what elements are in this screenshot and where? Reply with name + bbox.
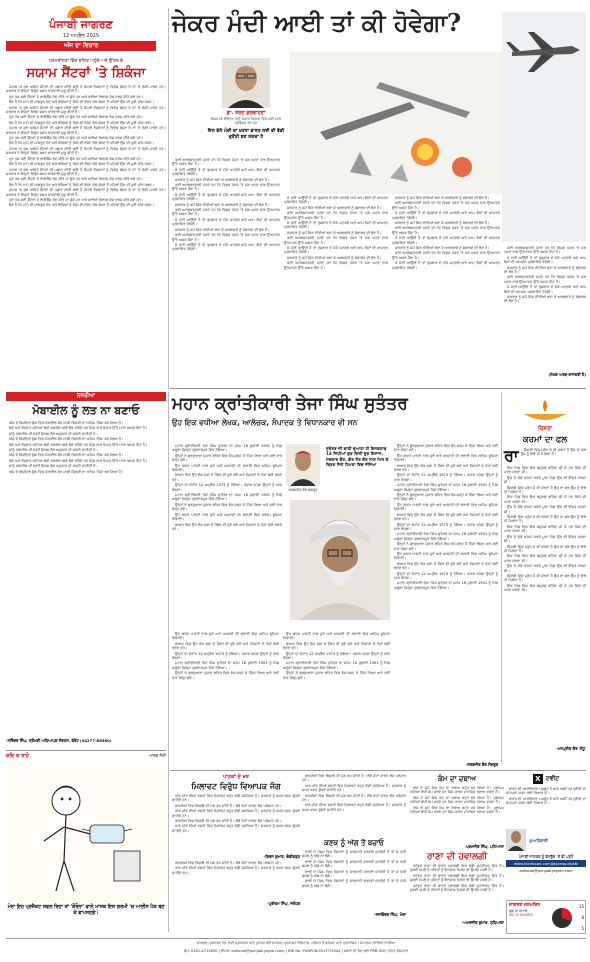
editorial-paragraph: ਹੁਣ ਤਕ ਕਈ ਸੈਂਟਰਾਂ ਦੇ ਲਾਇਸੈਂਸ ਰੱਦ ਕੀਤੇ ਜਾ ਚੁੱਕੇ ਹਨ ਅਤੇ ਕਈਆਂ ਖ਼ਿਲਾਫ਼ ਕੇਸ ਦਰਜ ਕੀਤੇ ਗਏ ਹਨ। (9, 136, 144, 141)
diya-lamp-icon (504, 396, 586, 422)
feature-paragraph: ਉਨ੍ਹਾਂ ਦਾ ਦੇਹਾਂਤ 12 ਅਪ੍ਰੈਲ 1973 ਨੂੰ ਹੋਇਆ। ਪੰਜਾਬ ਹਮੇਸ਼ਾ ਉਨ੍ਹਾਂ ਨੂੰ ਯਾਦ ਰੱਖੇਗਾ। (394, 522, 498, 531)
cartoon-label: ਕਦਿ ਕ ਰਾਹੋ (6, 753, 29, 759)
opinion-paragraph: ਕਈ ਅਰਥਸ਼ਾਸਤਰੀ ਮੰਨਦੇ ਹਨ ਕਿ ਵਿਸ਼ਵ ਪੱਧਰ 'ਤੇ ਮੰਗ ਘਟਣ ਨਾਲ ਉਤਪਾਦਨ ਉੱਤੇ ਅਸਰ ਪੈਂਦਾ ਹੈ। (172, 233, 280, 242)
opinion-paragraph: ਸਰਕਾਰ ਨੂੰ ਸਮੇਂ ਸਿਰ ਨੀਤੀਆਂ ਬਣਾ ਕੇ ਅਰਥਚਾਰੇ ਨੂੰ ਸੰਭਾਲਣ ਦੀ ਲੋੜ ਹੈ। (175, 177, 270, 182)
feature-paragraph: ਉਹ ਗ਼ਦਰ ਪਾਰਟੀ ਨਾਲ ਜੁੜੇ ਅਤੇ ਆਜ਼ਾਦੀ ਦੀ ਲੜਾਈ ਵਿਚ ਅਹਿਮ ਭੂਮਿਕਾ ਨਿਭਾਈ। (172, 632, 279, 641)
birthday-box (506, 900, 586, 934)
teja-singh-portrait (290, 500, 390, 620)
nazariya-paragraph: ਸਾਨੂੰ ਮੋਬਾਈਲ ਦੀ ਵਰਤੋਂ ਸਿਰਫ਼ ਲੋੜ ਅਨੁਸਾਰ ਹੀ ਕਰਨੀ ਚਾਹੀਦੀ ਹੈ। (9, 431, 98, 436)
feature-paragraph: ਬਾਅਦ ਵਿਚ ਉਹ ਲੋਕ ਸਭਾ ਦੇ ਮੈਂਬਰ ਵੀ ਚੁਣੇ ਗਏ ਅਤੇ ਕਿਸਾਨਾਂ ਦੇ ਹੱਕਾਂ ਲਈ ਲੜਦੇ ਰਹੇ। (283, 641, 390, 651)
opinion-paragraph: ਜੇ ਮੰਦੀ ਆਉਂਦੀ ਹੈ ਤਾਂ ਰੁਜ਼ਗਾਰ ਦੇ ਮੌਕੇ ਘਟਣਗੇ ਅਤੇ ਆਮ ਲੋਕਾਂ ਦੀ ਆਮਦਨ ਪ੍ਰਭਾਵਿਤ ਹੋਵੇਗੀ। (504, 285, 586, 294)
letter-paragraph: ਵਾਢੀ ਦੇ ਮੌਸਮ ਵਿਚ ਕਿਸਾਨਾਂ ਨੂੰ ਸਾਵਧਾਨੀ ਵਰਤਣੀ ਚਾਹੀਦੀ ਹੈ ਤਾਂ ਜੋ ਪੱਕੀ ਫ਼ਸਲ ਨੂੰ ਅੱਗ ਨਾ ਲੱਗੇ। (302, 850, 406, 859)
author-photo (222, 58, 270, 108)
editorial (6, 58, 166, 383)
opinion-paragraph: ਸਰਕਾਰ ਨੂੰ ਸਮੇਂ ਸਿਰ ਨੀਤੀਆਂ ਬਣਾ ਕੇ ਅਰਥਚਾਰੇ ਨੂੰ ਸੰਭਾਲਣ ਦੀ ਲੋੜ ਹੈ। (504, 265, 586, 275)
editorial-body (6, 85, 166, 385)
feature-paragraph: ਮਹਾਨ ਕ੍ਰਾਂਤੀਕਾਰੀ ਤੇਜਾ ਸਿੰਘ ਸੁਤੰਤਰ ਦਾ ਜਨਮ 16 ਜੁਲਾਈ 1901 ਨੂੰ ਪਿੰਡ ਅਲੂਣਾ ਜ਼ਿਲ੍ਹਾ ਗੁਰਦਾਸਪੁਰ ਵਿਖੇ ਹੋਇਆ। (172, 661, 279, 670)
rishta-paragraph: ਉਸ ਦੇ ਚੰਗੇ ਕਰਮਾਂ ਕਰਕੇ ਪੂਰਾ ਪਿੰਡ ਉਸ ਦੀ ਇੱਜ਼ਤ ਕਰਦਾ ਸੀ। (504, 564, 586, 573)
feature-paragraph: ਉਨ੍ਹਾਂ ਦਾ ਦੇਹਾਂਤ 12 ਅਪ੍ਰੈਲ 1973 ਨੂੰ ਹੋਇਆ। ਪੰਜਾਬ ਹਮੇਸ਼ਾ ਉਨ੍ਹਾਂ ਨੂੰ ਯਾਦ ਰੱਖੇਗਾ। (394, 473, 498, 482)
opinion-paragraph: ਕਈ ਅਰਥਸ਼ਾਸਤਰੀ ਮੰਨਦੇ ਹਨ ਕਿ ਵਿਸ਼ਵ ਪੱਧਰ 'ਤੇ ਮੰਗ ਘਟਣ ਨਾਲ ਉਤਪਾਦਨ ਉੱਤੇ ਅਸਰ ਪੈਂਦਾ ਹੈ। (172, 158, 280, 167)
section-divider (170, 388, 586, 389)
editorial-paragraph: ਹੁਣ ਤਕ ਕਈ ਸੈਂਟਰਾਂ ਦੇ ਲਾਇਸੈਂਸ ਰੱਦ ਕੀਤੇ ਜਾ ਚੁੱਕੇ ਹਨ ਅਤੇ ਕਈਆਂ ਖ਼ਿਲਾਫ਼ ਕੇਸ ਦਰਜ ਕੀਤੇ ਗਏ ਹਨ। (9, 115, 144, 120)
column-divider (168, 8, 169, 390)
letters-section-2 (302, 774, 406, 934)
nazariya-paragraph: ਅੱਜ ਦੇ ਡਿਜੀਟਲ ਯੁੱਗ ਵਿਚ ਮੋਬਾਈਲ ਫੋਨ ਸਾਡੀ ਜ਼ਿੰਦਗੀ ਦਾ ਅਹਿਮ ਹਿੱਸਾ ਬਣ ਗਿਆ ਹੈ। (9, 421, 124, 425)
opinion-paragraph: ਜੇ ਮੰਦੀ ਆਉਂਦੀ ਹੈ ਤਾਂ ਰੁਜ਼ਗਾਰ ਦੇ ਮੌਕੇ ਘਟਣਗੇ ਅਤੇ ਆਮ ਲੋਕਾਂ ਦੀ ਆਮਦਨ ਪ੍ਰਭਾਵਿਤ ਹੋਵੇਗੀ। (172, 167, 280, 177)
editorial-kicker: ਧਰਮਸ਼ੀਲਤਾ ਵਿੱਚ ਦਲਿਤ ਅਹੁੱਦੇ ਅਤੇ ਉੱਤਰ ਵੇ (49, 59, 123, 64)
rana-body (410, 864, 504, 920)
editorial-paragraph: ਹੁਣ ਤਕ ਕਈ ਸੈਂਟਰਾਂ ਦੇ ਲਾਇਸੈਂਸ ਰੱਦ ਕੀਤੇ ਜਾ ਚੁੱਕੇ ਹਨ ਅਤੇ ਕਈਆਂ ਖ਼ਿਲਾਫ਼ ਕੇਸ ਦਰਜ ਕੀਤੇ ਗਏ ਹਨ। (9, 94, 144, 99)
rana-title: ਰਾਣਾ ਦੀ ਹਵਾਲਗੀ (426, 852, 488, 862)
opinion-byline: (ਲੇਖਕ ਅਰਥ-ਸ਼ਾਸਤਰੀ ਹੈ) (548, 372, 586, 377)
feature-paragraph: ਮਹਾਨ ਕ੍ਰਾਂਤੀਕਾਰੀ ਤੇਜਾ ਸਿੰਘ ਸੁਤੰਤਰ ਦਾ ਜਨਮ 16 ਜੁਲਾਈ 1901 ਨੂੰ ਪਿੰਡ ਅਲੂਣਾ ਜ਼ਿਲ੍ਹਾ ਗੁਰਦਾਸਪੁਰ ਵਿਖੇ ਹੋਇਆ। (394, 581, 498, 590)
nazariya-paragraph: ਅੱਜ ਦੇ ਡਿਜੀਟਲ ਯੁੱਗ ਵਿਚ ਮੋਬਾਈਲ ਫੋਨ ਸਾਡੀ ਜ਼ਿੰਦਗੀ ਦਾ ਅਹਿਮ ਹਿੱਸਾ ਬਣ ਗਿਆ ਹੈ। (9, 437, 124, 442)
feature-paragraph: ਉਨ੍ਹਾਂ ਨੇ ਗੁਰਦੁਆਰਾ ਸੁਧਾਰ ਲਹਿਰ ਵਿਚ ਵੱਧ-ਚੜ੍ਹ ਕੇ ਹਿੱਸਾ ਲਿਆ ਅਤੇ ਕਈ ਵਾਰ ਜੇਲ੍ਹ ਗਏ। (172, 502, 282, 512)
opinion-paragraph: ਕਈ ਅਰਥਸ਼ਾਸਤਰੀ ਮੰਨਦੇ ਹਨ ਕਿ ਵਿਸ਼ਵ ਪੱਧਰ 'ਤੇ ਮੰਗ ਘਟਣ ਨਾਲ ਉਤਪਾਦਨ ਉੱਤੇ ਅਸਰ ਪੈਂਦਾ ਹੈ। (504, 246, 586, 255)
rana-paragraph: ਤਹੱਵੁਰ ਰਾਣਾ ਦੀ ਭਾਰਤ ਹਵਾਲਗੀ ਇਕ ਵੱਡੀ ਕੂਟਨੀਤਕ ਜਿੱਤ ਹੈ। ਮੁੰਬਈ ਹਮਲੇ ਦੇ ਪੀੜਤਾਂ ਨੂੰ ਇਨਸਾਫ਼ ਮਿਲਣ ਦੀ ਉਮੀਦ ਜਾਗੀ ਹੈ। (410, 864, 504, 873)
feature-subhead: ਉਹ ਇਕ ਵਧੀਆ ਲੇਖਕ, ਆਲੋਚਕ, ਸੰਪਾਦਕ ਤੇ ਵਿਧਾਨਕਾਰ ਵੀ ਸਨ (172, 418, 358, 427)
rishta-body-lead (521, 448, 587, 466)
footer-line-1: ਜਾਗਰਣ ਪ੍ਰਕਾਸ਼ਨ ਲਿ. ਲਈ ਪ੍ਰਕਾਸ਼ਕ ਅਤੇ ਮੁਦਰਕ ਵੱਲੋਂ ਜਾਗਰਣ ਪ੍ਰਕਾਸ਼ਨ ਲਿਮਿਟਡ, ਜਲੰਧਰ ਤੋਂ ਛਪਿਆ ਅਤੇ ਪ੍ਰਕਾਸ਼ਿਤ। ਸੰਪਾਦਕ: ਵਰਿੰਦਰ ਵਾਲੀਆ (196, 941, 396, 945)
opinion-paragraph: ਕਈ ਅਰਥਸ਼ਾਸਤਰੀ ਮੰਨਦੇ ਹਨ ਕਿ ਵਿਸ਼ਵ ਪੱਧਰ 'ਤੇ ਮੰਗ ਘਟਣ ਨਾਲ ਉਤਪਾਦਨ ਉੱਤੇ ਅਸਰ ਪੈਂਦਾ ਹੈ। (392, 251, 500, 260)
editorial-paragraph: ਹੁਣ ਤਕ ਕਈ ਸੈਂਟਰਾਂ ਦੇ ਲਾਇਸੈਂਸ ਰੱਦ ਕੀਤੇ ਜਾ ਚੁੱਕੇ ਹਨ ਅਤੇ ਕਈਆਂ ਖ਼ਿਲਾਫ਼ ਕੇਸ ਦਰਜ ਕੀਤੇ ਗਏ ਹਨ। (9, 197, 144, 202)
editorial-paragraph: ਪੰਜਾਬ 'ਚ ਕੁਝ ਅਜਿਹੇ ਸੈਂਟਰਾਂ ਦੀ ਪਛਾਣ ਕੀਤੀ ਗਈ ਹੈ ਜਿਹੜੇ ਨੌਜਵਾਨਾਂ ਨੂੰ ਵਿਦੇਸ਼ ਭੇਜਣ ਦੇ ਨਾਂ 'ਤੇ ਠੱਗੀ ਮਾਰਦੇ ਹਨ। ਸਰਕਾਰ ਨੇ ਇਨ੍ਹਾਂ ਵਿਰੁੱਧ ਸਖ਼ਤ ਕਾਰਵਾਈ ਸ਼ੁਰੂ ਕੀਤੀ ਹੈ। (6, 126, 166, 135)
kam-body (410, 786, 504, 844)
opinion-paragraph: ਕਈ ਅਰਥਸ਼ਾਸਤਰੀ ਮੰਨਦੇ ਹਨ ਕਿ ਵਿਸ਼ਵ ਪੱਧਰ 'ਤੇ ਮੰਗ ਘਟਣ ਨਾਲ ਉਤਪਾਦਨ ਉੱਤੇ ਅਸਰ ਪੈਂਦਾ ਹੈ। (172, 183, 280, 192)
letter-paragraph: ਗਰਮੀਆਂ ਵਿਚ ਬਿਜਲੀ ਦੀ ਮੰਗ ਵਧ ਜਾਂਦੀ ਹੈ। ਲੰਬੇ ਕੱਟਾਂ ਕਾਰਨ ਲੋਕ ਪਰੇਸ਼ਾਨ ਹਨ। (175, 861, 282, 865)
opinion-paragraph: ਸਰਕਾਰ ਨੂੰ ਸਮੇਂ ਸਿਰ ਨੀਤੀਆਂ ਬਣਾ ਕੇ ਅਰਥਚਾਰੇ ਨੂੰ ਸੰਭਾਲਣ ਦੀ ਲੋੜ ਹੈ। (175, 202, 270, 207)
feature-paragraph: ਬਾਅਦ ਵਿਚ ਉਹ ਲੋਕ ਸਭਾ ਦੇ ਮੈਂਬਰ ਵੀ ਚੁਣੇ ਗਏ ਅਤੇ ਕਿਸਾਨਾਂ ਦੇ ਹੱਕਾਂ ਲਈ ਲੜਦੇ ਰਹੇ। (172, 641, 279, 651)
nazariya-section (6, 392, 166, 572)
opinion-paragraph: ਕਈ ਅਰਥਸ਼ਾਸਤਰੀ ਮੰਨਦੇ ਹਨ ਕਿ ਵਿਸ਼ਵ ਪੱਧਰ 'ਤੇ ਮੰਗ ਘਟਣ ਨਾਲ ਉਤਪਾਦਨ ਉੱਤੇ ਅਸਰ ਪੈਂਦਾ ਹੈ। (284, 261, 388, 270)
kam-label: ਕੰਮ ਦਾ ਦਬਾਅ (438, 774, 476, 783)
birthday-day-label: ਅੱਜ ਦਾ ਜਨਮਦਿਨ (509, 913, 533, 917)
tweet-avatar (506, 829, 526, 851)
feature-paragraph: ਬਾਅਦ ਵਿਚ ਉਹ ਲੋਕ ਸਭਾ ਦੇ ਮੈਂਬਰ ਵੀ ਚੁਣੇ ਗਏ ਅਤੇ ਕਿਸਾਨਾਂ ਦੇ ਹੱਕਾਂ ਲਈ ਲੜਦੇ ਰਹੇ। (172, 522, 282, 531)
opinion-paragraph: ਸਰਕਾਰ ਨੂੰ ਸਮੇਂ ਸਿਰ ਨੀਤੀਆਂ ਬਣਾ ਕੇ ਅਰਥਚਾਰੇ ਨੂੰ ਸੰਭਾਲਣ ਦੀ ਲੋੜ ਹੈ। (287, 205, 382, 210)
feature-paragraph: ਉਹ ਗ਼ਦਰ ਪਾਰਟੀ ਨਾਲ ਜੁੜੇ ਅਤੇ ਆਜ਼ਾਦੀ ਦੀ ਲੜਾਈ ਵਿਚ ਅਹਿਮ ਭੂਮਿਕਾ ਨਿਭਾਈ। (394, 502, 498, 512)
opinion-paragraph: ਜੇ ਮੰਦੀ ਆਉਂਦੀ ਹੈ ਤਾਂ ਰੁਜ਼ਗਾਰ ਦੇ ਮੌਕੇ ਘਟਣਗੇ ਅਤੇ ਆਮ ਲੋਕਾਂ ਦੀ ਆਮਦਨ ਪ੍ਰਭਾਵਿਤ ਹੋਵੇਗੀ। (284, 196, 388, 205)
feature-paragraph: ਉਨ੍ਹਾਂ ਨੇ ਗੁਰਦੁਆਰਾ ਸੁਧਾਰ ਲਹਿਰ ਵਿਚ ਵੱਧ-ਚੜ੍ਹ ਕੇ ਹਿੱਸਾ ਲਿਆ ਅਤੇ ਕਈ ਵਾਰ ਜੇਲ੍ਹ ਗਏ। (394, 493, 498, 502)
feature-paragraph: ਮਹਾਨ ਕ੍ਰਾਂਤੀਕਾਰੀ ਤੇਜਾ ਸਿੰਘ ਸੁਤੰਤਰ ਦਾ ਜਨਮ 16 ਜੁਲਾਈ 1901 ਨੂੰ ਪਿੰਡ ਅਲੂਣਾ ਜ਼ਿਲ੍ਹਾ ਗੁਰਦਾਸਪੁਰ ਵਿਖੇ ਹੋਇਆ। (283, 661, 390, 670)
kam-byline: -ਪਰਮਜੀਤ ਸਿੰਘ, ਪਟਿਆਲਾ (464, 844, 504, 849)
tweet-text (506, 787, 586, 827)
sun-logo-icon (62, 4, 96, 18)
lead-headline: ਜੇਕਰ ਮੰਦੀ ਆਈ ਤਾਂ ਕੀ ਹੋਵੇਗਾ? (172, 8, 462, 37)
nazariya-paragraph: ਅੱਜ ਦੇ ਡਿਜੀਟਲ ਯੁੱਗ ਵਿਚ ਮੋਬਾਈਲ ਫੋਨ ਸਾਡੀ ਜ਼ਿੰਦਗੀ ਦਾ ਅਹਿਮ ਹਿੱਸਾ ਬਣ ਗਿਆ ਹੈ। (9, 469, 124, 474)
opinion-paragraph: ਕਈ ਅਰਥਸ਼ਾਸਤਰੀ ਮੰਨਦੇ ਹਨ ਕਿ ਵਿਸ਼ਵ ਪੱਧਰ 'ਤੇ ਮੰਗ ਘਟਣ ਨਾਲ ਉਤਪਾਦਨ ਉੱਤੇ ਅਸਰ ਪੈਂਦਾ ਹੈ। (284, 211, 388, 220)
letter-paragraph: ਖਾਣ-ਪੀਣ ਦੀਆਂ ਵਸਤਾਂ ਵਿਚ ਮਿਲਾਵਟ ਬਹੁਤ ਵੱਡੀ ਸਮੱਸਿਆ ਹੈ। ਸਰਕਾਰ ਨੂੰ ਸਖ਼ਤ ਕਦਮ ਚੁੱਕਣੇ ਚਾਹੀਦੇ ਹਨ। (302, 803, 406, 812)
feature-pull-quote: ਸੁਤੰਤਰ ਜੀ ਬਾਣੀ ਦੁਆਰਾ ਹੀ ਇਨਕਲਾਬ 14 ਜਿਹੀਆਂ ਕੁਝ ਦਿਲੀਂ ਜੂਝ ਕਿਸਾਨ, ਮੇਚਕਾਰ ਕੌਰ, ਗ਼ੈਰ ਸੋਰ ਕੌਰ ਨਾਲ ਮਿਲ ਕੇ ਦ੍ਰਿਤ ਜਿਹੇ ਹਿਮਤਾ ਵਿਚ ਜੱਜਿਆ (326, 446, 389, 468)
letter-paragraph: ਵਾਢੀ ਦੇ ਮੌਸਮ ਵਿਚ ਕਿਸਾਨਾਂ ਨੂੰ ਸਾਵਧਾਨੀ ਵਰਤਣੀ ਚਾਹੀਦੀ ਹੈ ਤਾਂ ਜੋ ਪੱਕੀ ਫ਼ਸਲ ਨੂੰ ਅੱਗ ਨਾ ਲੱਗੇ। (302, 879, 406, 888)
editorial-paragraph: ਹੁਣ ਤਕ ਕਈ ਸੈਂਟਰਾਂ ਦੇ ਲਾਇਸੈਂਸ ਰੱਦ ਕੀਤੇ ਜਾ ਚੁੱਕੇ ਹਨ ਅਤੇ ਕਈਆਂ ਖ਼ਿਲਾਫ਼ ਕੇਸ ਦਰਜ ਕੀਤੇ ਗਏ ਹਨ। (9, 177, 144, 182)
feature-paragraph: ਮਹਾਨ ਕ੍ਰਾਂਤੀਕਾਰੀ ਤੇਜਾ ਸਿੰਘ ਸੁਤੰਤਰ ਦਾ ਜਨਮ 16 ਜੁਲਾਈ 1901 ਨੂੰ ਪਿੰਡ ਅਲੂਣਾ ਜ਼ਿਲ੍ਹਾ ਗੁਰਦਾਸਪੁਰ ਵਿਖੇ ਹੋਇਆ। (394, 483, 498, 492)
feature-paragraph: ਉਹ ਗ਼ਦਰ ਪਾਰਟੀ ਨਾਲ ਜੁੜੇ ਅਤੇ ਆਜ਼ਾਦੀ ਦੀ ਲੜਾਈ ਵਿਚ ਅਹਿਮ ਭੂਮਿਕਾ ਨਿਭਾਈ। (394, 551, 498, 561)
feature-body-col2 (394, 444, 498, 764)
letter-paragraph: ਵਾਢੀ ਦੇ ਮੌਸਮ ਵਿਚ ਕਿਸਾਨਾਂ ਨੂੰ ਸਾਵਧਾਨੀ ਵਰਤਣੀ ਚਾਹੀਦੀ ਹੈ ਤਾਂ ਜੋ ਪੱਕੀ ਫ਼ਸਲ ਨੂੰ ਅੱਗ ਨਾ ਲੱਗੇ। (302, 869, 406, 879)
feature-paragraph: ਉਹ ਗ਼ਦਰ ਪਾਰਟੀ ਨਾਲ ਜੁੜੇ ਅਤੇ ਆਜ਼ਾਦੀ ਦੀ ਲੜਾਈ ਵਿਚ ਅਹਿਮ ਭੂਮਿਕਾ ਨਿਭਾਈ। (394, 453, 498, 463)
footer-divider (6, 938, 586, 939)
kam-paragraph: ਅੱਜ ਦੇ ਸਮੇਂ ਵਿਚ ਕੰਮ ਦਾ ਦਬਾਅ ਬਹੁਤ ਵਧ ਗਿਆ ਹੈ। ਮੁਲਾਜ਼ਮ ਘੰਟਿਆਂ ਬੱਧੀ ਕੰਮ ਕਰਦੇ ਹਨ ਜਿਸ ਕਾਰਨ ਮਾਨਸਿਕ ਤਣਾਅ ਵਧਦਾ ਹੈ। (410, 805, 504, 815)
jet-illustration (502, 12, 586, 242)
war-illustration (290, 52, 502, 194)
column-divider (501, 392, 502, 762)
feature-paragraph: ਉਨ੍ਹਾਂ ਨੇ ਗੁਰਦੁਆਰਾ ਸੁਧਾਰ ਲਹਿਰ ਵਿਚ ਵੱਧ-ਚੜ੍ਹ ਕੇ ਹਿੱਸਾ ਲਿਆ ਅਤੇ ਕਈ ਵਾਰ ਜੇਲ੍ਹ ਗਏ। (172, 671, 279, 680)
section-divider (170, 770, 586, 771)
opinion-paragraph: ਸਰਕਾਰ ਨੂੰ ਸਮੇਂ ਸਿਰ ਨੀਤੀਆਂ ਬਣਾ ਕੇ ਅਰਥਚਾਰੇ ਨੂੰ ਸੰਭਾਲਣ ਦੀ ਲੋੜ ਹੈ। (395, 246, 490, 251)
birthday-pie (551, 907, 573, 929)
opinion-paragraph: ਜੇ ਮੰਦੀ ਆਉਂਦੀ ਹੈ ਤਾਂ ਰੁਜ਼ਗਾਰ ਦੇ ਮੌਕੇ ਘਟਣਗੇ ਅਤੇ ਆਮ ਲੋਕਾਂ ਦੀ ਆਮਦਨ ਪ੍ਰਭਾਵਿਤ ਹੋਵੇਗੀ। (284, 221, 388, 230)
opinion-body-col4 (504, 246, 586, 370)
nazariya-headline: ਮੋਬਾਈਲ ਨੂੰ ਲਤ ਨਾ ਬਣਾਓ (32, 404, 140, 417)
tweet-paragraph: ਭਾਰਤ ਦੀ ਆਰਥਿਕਤਾ ਮਜ਼ਬੂਤ ਹੈ ਅਤੇ ਅਸੀਂ ਹਰ ਚੁਣੌਤੀ ਦਾ ਸਾਹਮਣਾ ਕਰਨ ਲਈ ਤਿਆਰ ਹਾਂ। (506, 796, 586, 806)
letter-byline-2: -ਪ੍ਰੀਤਮ ਸਿੰਘ, ਜਲੰਧਰ (267, 901, 300, 906)
editorial-paragraph: ਲੋੜ ਹੈ ਕਿ ਮਾਪੇ ਵੀ ਜਾਗਰੂਕ ਹੋਣ ਅਤੇ ਬੱਚਿਆਂ ਨੂੰ ਕਿਸੇ ਵੀ ਏਜੰਟ ਕੋਲ ਭੇਜਣ ਤੋਂ ਪਹਿਲਾਂ ਉਸ ਦੀ ਪੂਰੀ ਜਾਂਚ ਕਰਨ। (9, 141, 154, 146)
feature-paragraph: ਮਹਾਨ ਕ੍ਰਾਂਤੀਕਾਰੀ ਤੇਜਾ ਸਿੰਘ ਸੁਤੰਤਰ ਦਾ ਜਨਮ 16 ਜੁਲਾਈ 1901 ਨੂੰ ਪਿੰਡ ਅਲੂਣਾ ਜ਼ਿਲ੍ਹਾ ਗੁਰਦਾਸਪੁਰ ਵਿਖੇ ਹੋਇਆ। (172, 444, 282, 453)
opinion-paragraph: ਸਰਕਾਰ ਨੂੰ ਸਮੇਂ ਸਿਰ ਨੀਤੀਆਂ ਬਣਾ ਕੇ ਅਰਥਚਾਰੇ ਨੂੰ ਸੰਭਾਲਣ ਦੀ ਲੋੜ ਹੈ। (287, 255, 382, 260)
opinion-paragraph: ਸਰਕਾਰ ਨੂੰ ਸਮੇਂ ਸਿਰ ਨੀਤੀਆਂ ਬਣਾ ਕੇ ਅਰਥਚਾਰੇ ਨੂੰ ਸੰਭਾਲਣ ਦੀ ਲੋੜ ਹੈ। (287, 230, 382, 235)
letter-title: ਮਿਲਾਵਟ ਵਿਰੁੱਧ ਵਿਆਪਕ ਜੰਗ (191, 781, 281, 791)
birthday-stat: 8 (581, 915, 584, 920)
feature-author-photo (286, 444, 320, 486)
rishta-body (504, 466, 586, 746)
facebook-url[interactable]: www.facebook.com/jagranpunjabi (506, 860, 586, 867)
letter-paragraph: ਗਰਮੀਆਂ ਵਿਚ ਬਿਜਲੀ ਦੀ ਮੰਗ ਵਧ ਜਾਂਦੀ ਹੈ। ਲੰਬੇ ਕੱਟਾਂ ਕਾਰਨ ਲੋਕ ਪਰੇਸ਼ਾਨ ਹਨ। (175, 819, 282, 824)
feature-paragraph: ਉਹ ਗ਼ਦਰ ਪਾਰਟੀ ਨਾਲ ਜੁੜੇ ਅਤੇ ਆਜ਼ਾਦੀ ਦੀ ਲੜਾਈ ਵਿਚ ਅਹਿਮ ਭੂਮਿਕਾ ਨਿਭਾਈ। (172, 512, 282, 522)
opinion-paragraph: ਜੇ ਮੰਦੀ ਆਉਂਦੀ ਹੈ ਤਾਂ ਰੁਜ਼ਗਾਰ ਦੇ ਮੌਕੇ ਘਟਣਗੇ ਅਤੇ ਆਮ ਲੋਕਾਂ ਦੀ ਆਮਦਨ ਪ੍ਰਭਾਵਿਤ ਹੋਵੇਗੀ। (392, 261, 500, 270)
nazariya-paragraph: ਬੱਚੇ ਅਤੇ ਨੌਜਵਾਨ ਘੰਟਿਆਂ ਬੱਧੀ ਸਕਰੀਨ ਅੱਗੇ ਬੈਠੇ ਰਹਿੰਦੇ ਹਨ ਜਿਸ ਨਾਲ ਸਿਹਤ ਉੱਤੇ ਮਾੜਾ ਅਸਰ ਪੈਂਦਾ ਹੈ। (9, 458, 148, 463)
masthead-date: 12 ਅਪ੍ਰੈਲ 2025 (62, 33, 100, 39)
rishta-paragraph: ਇਕ ਪਿੰਡ ਵਿਚ ਇਕ ਬਜ਼ੁਰਗ ਰਹਿੰਦਾ ਸੀ ਜੋ ਹਰ ਕਿਸੇ ਦੀ ਮਦਦ ਕਰਦਾ ਸੀ। (504, 524, 586, 534)
letter-paragraph: ਗਰਮੀਆਂ ਵਿਚ ਬਿਜਲੀ ਦੀ ਮੰਗ ਵਧ ਜਾਂਦੀ ਹੈ। ਲੰਬੇ ਕੱਟਾਂ ਕਾਰਨ ਲੋਕ ਪਰੇਸ਼ਾਨ ਹਨ। (175, 803, 282, 808)
opinion-author-name: ਡਾ. ਤਰਣ ਕੁਲਵਾਹਣਾ (226, 110, 266, 116)
rishta-paragraph: ਜ਼ਿੰਦਗੀ ਵਿਚ ਮਨੁੱਖ ਜੋ ਵੀ ਕਰਦਾ ਹੈ ਉਸ ਦਾ ਫਲ ਉਸ ਨੂੰ ਇਥੇ ਹੀ ਮਿਲਦਾ ਹੈ। (504, 544, 586, 553)
opinion-pull-quote: ਇਸ ਵੇਲੇ ਮੰਦੀ ਦਾ ਖ਼ਤਰਾ ਭਾਰਤ ਲਈ ਵੀ ਵੱਡੀ ਚੁਣੌਤੀ ਬਣ ਸਕਦਾ ਹੈ (207, 129, 285, 140)
nazariya-byline: -ਨਰਿੰਦਰ ਸਿੰਘ, ਸ੍ਰੋਮਣੀ ਅਧਿਆਪਕ ਸੰਗਠਨ, ਬੇਰੋਟ (94277-86560) (6, 738, 112, 743)
x-logo-icon: X (533, 774, 543, 784)
editorial-paragraph: ਲੋੜ ਹੈ ਕਿ ਮਾਪੇ ਵੀ ਜਾਗਰੂਕ ਹੋਣ ਅਤੇ ਬੱਚਿਆਂ ਨੂੰ ਕਿਸੇ ਵੀ ਏਜੰਟ ਕੋਲ ਭੇਜਣ ਤੋਂ ਪਹਿਲਾਂ ਉਸ ਦੀ ਪੂਰੀ ਜਾਂਚ ਕਰਨ। (9, 100, 154, 105)
cartoon-credit: ਮਾਦਵ ਜੋਸ਼ੀ (149, 753, 166, 758)
letter-paragraph: ਖਾਣ-ਪੀਣ ਦੀਆਂ ਵਸਤਾਂ ਵਿਚ ਮਿਲਾਵਟ ਬਹੁਤ ਵੱਡੀ ਸਮੱਸਿਆ ਹੈ। ਸਰਕਾਰ ਨੂੰ ਸਖ਼ਤ ਕਦਮ ਚੁੱਕਣੇ ਚਾਹੀਦੇ ਹਨ। (172, 824, 300, 833)
rishta-paragraph: ਜ਼ਿੰਦਗੀ ਵਿਚ ਮਨੁੱਖ ਜੋ ਵੀ ਕਰਦਾ ਹੈ ਉਸ ਦਾ ਫਲ ਉਸ ਨੂੰ ਇਥੇ ਹੀ ਮਿਲਦਾ ਹੈ। (504, 573, 586, 583)
rishta-paragraph: ਇਕ ਪਿੰਡ ਵਿਚ ਇਕ ਬਜ਼ੁਰਗ ਰਹਿੰਦਾ ਸੀ ਜੋ ਹਰ ਕਿਸੇ ਦੀ ਮਦਦ ਕਰਦਾ ਸੀ। (504, 466, 586, 475)
opinion-body-col2 (284, 196, 388, 380)
opinion-paragraph: ਸਰਕਾਰ ਨੂੰ ਸਮੇਂ ਸਿਰ ਨੀਤੀਆਂ ਬਣਾ ਕੇ ਅਰਥਚਾਰੇ ਨੂੰ ਸੰਭਾਲਣ ਦੀ ਲੋੜ ਹੈ। (395, 221, 490, 226)
editorial-paragraph: ਪੰਜਾਬ 'ਚ ਕੁਝ ਅਜਿਹੇ ਸੈਂਟਰਾਂ ਦੀ ਪਛਾਣ ਕੀਤੀ ਗਈ ਹੈ ਜਿਹੜੇ ਨੌਜਵਾਨਾਂ ਨੂੰ ਵਿਦੇਸ਼ ਭੇਜਣ ਦੇ ਨਾਂ 'ਤੇ ਠੱਗੀ ਮਾਰਦੇ ਹਨ। ਸਰਕਾਰ ਨੇ ਇਨ੍ਹਾਂ ਵਿਰੁੱਧ ਸਖ਼ਤ ਕਾਰਵਾਈ ਸ਼ੁਰੂ ਕੀਤੀ ਹੈ। (6, 85, 166, 94)
letter-body-2 (172, 861, 300, 901)
feature-byline: -ਸਰਬਜੀਤ ਕੌਰ ਸੰਗਰੂਰ (465, 762, 498, 767)
opinion-paragraph: ਕਈ ਅਰਥਸ਼ਾਸਤਰੀ ਮੰਨਦੇ ਹਨ ਕਿ ਵਿਸ਼ਵ ਪੱਧਰ 'ਤੇ ਮੰਗ ਘਟਣ ਨਾਲ ਉਤਪਾਦਨ ਉੱਤੇ ਅਸਰ ਪੈਂਦਾ ਹੈ। (392, 226, 500, 235)
rishta-paragraph: ਇਕ ਪਿੰਡ ਵਿਚ ਇਕ ਬਜ਼ੁਰਗ ਰਹਿੰਦਾ ਸੀ ਜੋ ਹਰ ਕਿਸੇ ਦੀ ਮਦਦ ਕਰਦਾ ਸੀ। (504, 495, 586, 504)
rishta-paragraph: ਉਸ ਦੇ ਚੰਗੇ ਕਰਮਾਂ ਕਰਕੇ ਪੂਰਾ ਪਿੰਡ ਉਸ ਦੀ ਇੱਜ਼ਤ ਕਰਦਾ ਸੀ। (504, 534, 586, 544)
feature-paragraph: ਉਨ੍ਹਾਂ ਨੇ ਗੁਰਦੁਆਰਾ ਸੁਧਾਰ ਲਹਿਰ ਵਿਚ ਵੱਧ-ਚੜ੍ਹ ਕੇ ਹਿੱਸਾ ਲਿਆ ਅਤੇ ਕਈ ਵਾਰ ਜੇਲ੍ਹ ਗਏ। (394, 444, 498, 453)
feature-paragraph: ਮਹਾਨ ਕ੍ਰਾਂਤੀਕਾਰੀ ਤੇਜਾ ਸਿੰਘ ਸੁਤੰਤਰ ਦਾ ਜਨਮ 16 ਜੁਲਾਈ 1901 ਨੂੰ ਪਿੰਡ ਅਲੂਣਾ ਜ਼ਿਲ੍ਹਾ ਗੁਰਦਾਸਪੁਰ ਵਿਖੇ ਹੋਇਆ। (172, 493, 282, 502)
opinion-paragraph: ਕਈ ਅਰਥਸ਼ਾਸਤਰੀ ਮੰਨਦੇ ਹਨ ਕਿ ਵਿਸ਼ਵ ਪੱਧਰ 'ਤੇ ਮੰਗ ਘਟਣ ਨਾਲ ਉਤਪਾਦਨ ਉੱਤੇ ਅਸਰ ਪੈਂਦਾ ਹੈ। (504, 275, 586, 284)
letter-byline: -ਕਿਰਨ ਕੁਮਾਰ, ਚੰਡੀਗੜ੍ਹ (263, 854, 300, 859)
feature-paragraph: ਮਹਾਨ ਕ੍ਰਾਂਤੀਕਾਰੀ ਤੇਜਾ ਸਿੰਘ ਸੁਤੰਤਰ ਦਾ ਜਨਮ 16 ਜੁਲਾਈ 1901 ਨੂੰ ਪਿੰਡ ਅਲੂਣਾ ਜ਼ਿਲ੍ਹਾ ਗੁਰਦਾਸਪੁਰ ਵਿਖੇ ਹੋਇਆ। (394, 532, 498, 541)
letter-paragraph: ਖਾਣ-ਪੀਣ ਦੀਆਂ ਵਸਤਾਂ ਵਿਚ ਮਿਲਾਵਟ ਬਹੁਤ ਵੱਡੀ ਸਮੱਸਿਆ ਹੈ। ਸਰਕਾਰ ਨੂੰ ਸਖ਼ਤ ਕਦਮ ਚੁੱਕਣੇ ਚਾਹੀਦੇ ਹਨ। (302, 783, 406, 793)
nazariya-paragraph: ਸਾਨੂੰ ਮੋਬਾਈਲ ਦੀ ਵਰਤੋਂ ਸਿਰਫ਼ ਲੋੜ ਅਨੁਸਾਰ ਹੀ ਕਰਨੀ ਚਾਹੀਦੀ ਹੈ। (9, 448, 98, 453)
feature-body-col1 (172, 444, 282, 630)
opinion-paragraph: ਜੇ ਮੰਦੀ ਆਉਂਦੀ ਹੈ ਤਾਂ ਰੁਜ਼ਗਾਰ ਦੇ ਮੌਕੇ ਘਟਣਗੇ ਅਤੇ ਆਮ ਲੋਕਾਂ ਦੀ ਆਮਦਨ ਪ੍ਰਭਾਵਿਤ ਹੋਵੇਗੀ। (284, 246, 388, 255)
letter-body-4 (302, 850, 406, 912)
feature-paragraph: ਉਨ੍ਹਾਂ ਦਾ ਦੇਹਾਂਤ 12 ਅਪ੍ਰੈਲ 1973 ਨੂੰ ਹੋਇਆ। ਪੰਜਾਬ ਹਮੇਸ਼ਾ ਉਨ੍ਹਾਂ ਨੂੰ ਯਾਦ ਰੱਖੇਗਾ। (172, 651, 279, 661)
opinion-body-col3 (392, 196, 500, 380)
rishta-paragraph: ਉਸ ਦੇ ਚੰਗੇ ਕਰਮਾਂ ਕਰਕੇ ਪੂਰਾ ਪਿੰਡ ਉਸ ਦੀ ਇੱਜ਼ਤ ਕਰਦਾ ਸੀ। (504, 505, 586, 514)
letter-title-3: ਕਣਕ ਨੂੰ ਅੱਗ ਤੋਂ ਬਚਾਓ (324, 838, 384, 847)
opinion-paragraph: ਜੇ ਮੰਦੀ ਆਉਂਦੀ ਹੈ ਤਾਂ ਰੁਜ਼ਗਾਰ ਦੇ ਮੌਕੇ ਘਟਣਗੇ ਅਤੇ ਆਮ ਲੋਕਾਂ ਦੀ ਆਮਦਨ ਪ੍ਰਭਾਵਿਤ ਹੋਵੇਗੀ। (172, 217, 280, 227)
letter-paragraph: ਖਾਣ-ਪੀਣ ਦੀਆਂ ਵਸਤਾਂ ਵਿਚ ਮਿਲਾਵਟ ਬਹੁਤ ਵੱਡੀ ਸਮੱਸਿਆ ਹੈ। ਸਰਕਾਰ ਨੂੰ ਸਖ਼ਤ ਕਦਮ ਚੁੱਕਣੇ ਚਾਹੀਦੇ ਹਨ। (172, 794, 300, 803)
editorial-paragraph: ਪੰਜਾਬ 'ਚ ਕੁਝ ਅਜਿਹੇ ਸੈਂਟਰਾਂ ਦੀ ਪਛਾਣ ਕੀਤੀ ਗਈ ਹੈ ਜਿਹੜੇ ਨੌਜਵਾਨਾਂ ਨੂੰ ਵਿਦੇਸ਼ ਭੇਜਣ ਦੇ ਨਾਂ 'ਤੇ ਠੱਗੀ ਮਾਰਦੇ ਹਨ। ਸਰਕਾਰ ਨੇ ਇਨ੍ਹਾਂ ਵਿਰੁੱਧ ਸਖ਼ਤ ਕਾਰਵਾਈ ਸ਼ੁਰੂ ਕੀਤੀ ਹੈ। (6, 105, 166, 115)
masthead-logo[interactable]: ਪੰਜਾਬੀ ਜਾਗਰਣ (49, 18, 113, 31)
opinion-paragraph: ਕਈ ਅਰਥਸ਼ਾਸਤਰੀ ਮੰਨਦੇ ਹਨ ਕਿ ਵਿਸ਼ਵ ਪੱਧਰ 'ਤੇ ਮੰਗ ਘਟਣ ਨਾਲ ਉਤਪਾਦਨ ਉੱਤੇ ਅਸਰ ਪੈਂਦਾ ਹੈ। (392, 201, 500, 210)
letters-label: ਪਾਠਕਾਂ ਦੇ ਖ਼ਤ (223, 774, 249, 780)
birthday-sub: ਗੁਡ ਵਾ ਰਹਾਲੇ (509, 909, 528, 913)
kam-column (410, 774, 504, 934)
rishta-label: ਰਿਸ਼ਤਾ (538, 426, 552, 432)
nazariya-label: ਨਜ਼ਰੀਆ (6, 392, 166, 401)
letter-body (172, 794, 300, 854)
feature-paragraph: ਉਨ੍ਹਾਂ ਦਾ ਦੇਹਾਂਤ 12 ਅਪ੍ਰੈਲ 1973 ਨੂੰ ਹੋਇਆ। ਪੰਜਾਬ ਹਮੇਸ਼ਾ ਉਨ੍ਹਾਂ ਨੂੰ ਯਾਦ ਰੱਖੇਗਾ। (283, 651, 390, 661)
letter-byline-3: -ਜਸਵਿੰਦਰ ਸਿੰਘ, ਮੋਗਾ (374, 912, 406, 917)
editorial-paragraph: ਹੁਣ ਤਕ ਕਈ ਸੈਂਟਰਾਂ ਦੇ ਲਾਇਸੈਂਸ ਰੱਦ ਕੀਤੇ ਜਾ ਚੁੱਕੇ ਹਨ ਅਤੇ ਕਈਆਂ ਖ਼ਿਲਾਫ਼ ਕੇਸ ਦਰਜ ਕੀਤੇ ਗਏ ਹਨ। (9, 156, 144, 161)
feature-paragraph: ਉਹ ਗ਼ਦਰ ਪਾਰਟੀ ਨਾਲ ਜੁੜੇ ਅਤੇ ਆਜ਼ਾਦੀ ਦੀ ਲੜਾਈ ਵਿਚ ਅਹਿਮ ਭੂਮਿਕਾ ਨਿਭਾਈ। (283, 632, 390, 641)
rana-paragraph: ਤਹੱਵੁਰ ਰਾਣਾ ਦੀ ਭਾਰਤ ਹਵਾਲਗੀ ਇਕ ਵੱਡੀ ਕੂਟਨੀਤਕ ਜਿੱਤ ਹੈ। ਮੁੰਬਈ ਹਮਲੇ ਦੇ ਪੀੜਤਾਂ ਨੂੰ ਇਨਸਾਫ਼ ਮਿਲਣ ਦੀ ਉਮੀਦ ਜਾਗੀ ਹੈ। (410, 873, 504, 883)
social-label: ਟਵੀਟ (545, 775, 560, 782)
feature-paragraph: ਬਾਅਦ ਵਿਚ ਉਹ ਲੋਕ ਸਭਾ ਦੇ ਮੈਂਬਰ ਵੀ ਚੁਣੇ ਗਏ ਅਤੇ ਕਿਸਾਨਾਂ ਦੇ ਹੱਕਾਂ ਲਈ ਲੜਦੇ ਰਹੇ। (172, 473, 282, 482)
rishta-paragraph: ਇਕ ਪਿੰਡ ਵਿਚ ਇਕ ਬਜ਼ੁਰਗ ਰਹਿੰਦਾ ਸੀ ਜੋ ਹਰ ਕਿਸੇ ਦੀ ਮਦਦ ਕਰਦਾ ਸੀ। (504, 583, 586, 593)
rishta-paragraph: ਜ਼ਿੰਦਗੀ ਵਿਚ ਮਨੁੱਖ ਜੋ ਵੀ ਕਰਦਾ ਹੈ ਉਸ ਦਾ ਫਲ ਉਸ ਨੂੰ ਇਥੇ ਹੀ ਮਿਲਦਾ ਹੈ। (504, 485, 586, 495)
kam-paragraph: ਅੱਜ ਦੇ ਸਮੇਂ ਵਿਚ ਕੰਮ ਦਾ ਦਬਾਅ ਬਹੁਤ ਵਧ ਗਿਆ ਹੈ। ਮੁਲਾਜ਼ਮ ਘੰਟਿਆਂ ਬੱਧੀ ਕੰਮ ਕਰਦੇ ਹਨ ਜਿਸ ਕਾਰਨ ਮਾਨਸਿਕ ਤਣਾਅ ਵਧਦਾ ਹੈ। (410, 786, 504, 795)
opinion-paragraph: ਸਰਕਾਰ ਨੂੰ ਸਮੇਂ ਸਿਰ ਨੀਤੀਆਂ ਬਣਾ ਕੇ ਅਰਥਚਾਰੇ ਨੂੰ ਸੰਭਾਲਣ ਦੀ ਲੋੜ ਹੈ। (504, 295, 586, 304)
opinion-paragraph: ਜੇ ਮੰਦੀ ਆਉਂਦੀ ਹੈ ਤਾਂ ਰੁਜ਼ਗਾਰ ਦੇ ਮੌਕੇ ਘਟਣਗੇ ਅਤੇ ਆਮ ਲੋਕਾਂ ਦੀ ਆਮਦਨ ਪ੍ਰਭਾਵਿਤ ਹੋਵੇਗੀ। (392, 211, 500, 220)
rishta-drop-cap: ਰਾ (504, 446, 519, 465)
rishta-headline: ਕਰਮਾਂ ਦਾ ਫਲ (522, 435, 568, 445)
letter-paragraph: ਗਰਮੀਆਂ ਵਿਚ ਬਿਜਲੀ ਦੀ ਮੰਗ ਵਧ ਜਾਂਦੀ ਹੈ। ਲੰਬੇ ਕੱਟਾਂ ਕਾਰਨ ਲੋਕ ਪਰੇਸ਼ਾਨ ਹਨ। (302, 793, 406, 803)
opinion-paragraph: ਸਰਕਾਰ ਨੂੰ ਸਮੇਂ ਸਿਰ ਨੀਤੀਆਂ ਬਣਾ ਕੇ ਅਰਥਚਾਰੇ ਨੂੰ ਸੰਭਾਲਣ ਦੀ ਲੋੜ ਹੈ। (395, 196, 490, 200)
feature-paragraph: ਉਨ੍ਹਾਂ ਨੇ ਗੁਰਦੁਆਰਾ ਸੁਧਾਰ ਲਹਿਰ ਵਿਚ ਵੱਧ-ਚੜ੍ਹ ਕੇ ਹਿੱਸਾ ਲਿਆ ਅਤੇ ਕਈ ਵਾਰ ਜੇਲ੍ਹ ਗਏ। (394, 542, 498, 551)
nazariya-body (6, 421, 166, 563)
opinion-paragraph: ਕਈ ਅਰਥਸ਼ਾਸਤਰੀ ਮੰਨਦੇ ਹਨ ਕਿ ਵਿਸ਼ਵ ਪੱਧਰ 'ਤੇ ਮੰਗ ਘਟਣ ਨਾਲ ਉਤਪਾਦਨ ਉੱਤੇ ਅਸਰ ਪੈਂਦਾ ਹੈ। (284, 236, 388, 245)
letter-paragraph: ਗਰਮੀਆਂ ਵਿਚ ਬਿਜਲੀ ਦੀ ਮੰਗ ਵਧ ਜਾਂਦੀ ਹੈ। ਲੰਬੇ ਕੱਟਾਂ ਕਾਰਨ ਲੋਕ ਪਰੇਸ਼ਾਨ ਹਨ। (302, 774, 406, 783)
cartoon-section (6, 750, 166, 930)
rishta-section (504, 396, 586, 766)
tweet-paragraph: ਭਾਰਤ ਦੀ ਆਰਥਿਕਤਾ ਮਜ਼ਬੂਤ ਹੈ ਅਤੇ ਅਸੀਂ ਹਰ ਚੁਣੌਤੀ ਦਾ ਸਾਹਮਣਾ ਕਰਨ ਲਈ ਤਿਆਰ ਹਾਂ। (506, 787, 586, 796)
editorial-paragraph: ਪੰਜਾਬ 'ਚ ਕੁਝ ਅਜਿਹੇ ਸੈਂਟਰਾਂ ਦੀ ਪਛਾਣ ਕੀਤੀ ਗਈ ਹੈ ਜਿਹੜੇ ਨੌਜਵਾਨਾਂ ਨੂੰ ਵਿਦੇਸ਼ ਭੇਜਣ ਦੇ ਨਾਂ 'ਤੇ ਠੱਗੀ ਮਾਰਦੇ ਹਨ। ਸਰਕਾਰ ਨੇ ਇਨ੍ਹਾਂ ਵਿਰੁੱਧ ਸਖ਼ਤ ਕਾਰਵਾਈ ਸ਼ੁਰੂ ਕੀਤੀ ਹੈ। (6, 167, 166, 176)
letter-paragraph: ਖਾਣ-ਪੀਣ ਦੀਆਂ ਵਸਤਾਂ ਵਿਚ ਮਿਲਾਵਟ ਬਹੁਤ ਵੱਡੀ ਸਮੱਸਿਆ ਹੈ। ਸਰਕਾਰ ਨੂੰ ਸਖ਼ਤ ਕਦਮ ਚੁੱਕਣੇ ਚਾਹੀਦੇ ਹਨ। (172, 809, 300, 818)
editorial-paragraph: ਲੋੜ ਹੈ ਕਿ ਮਾਪੇ ਵੀ ਜਾਗਰੂਕ ਹੋਣ ਅਤੇ ਬੱਚਿਆਂ ਨੂੰ ਕਿਸੇ ਵੀ ਏਜੰਟ ਕੋਲ ਭੇਜਣ ਤੋਂ ਪਹਿਲਾਂ ਉਸ ਦੀ ਪੂਰੀ ਜਾਂਚ ਕਰਨ। (9, 182, 154, 187)
birthday-stat: 15 (578, 904, 584, 909)
rishta-paragraph: ਉਸ ਦੇ ਚੰਗੇ ਕਰਮਾਂ ਕਰਕੇ ਪੂਰਾ ਪਿੰਡ ਉਸ ਦੀ ਇੱਜ਼ਤ ਕਰਦਾ ਸੀ। (504, 475, 586, 485)
opinion-body-col1 (172, 158, 280, 380)
feature-paragraph: ਉਨ੍ਹਾਂ ਨੇ ਗੁਰਦੁਆਰਾ ਸੁਧਾਰ ਲਹਿਰ ਵਿਚ ਵੱਧ-ਚੜ੍ਹ ਕੇ ਹਿੱਸਾ ਲਿਆ ਅਤੇ ਕਈ ਵਾਰ ਜੇਲ੍ਹ ਗਏ। (172, 453, 282, 463)
editorial-paragraph: ਪੰਜਾਬ 'ਚ ਕੁਝ ਅਜਿਹੇ ਸੈਂਟਰਾਂ ਦੀ ਪਛਾਣ ਕੀਤੀ ਗਈ ਹੈ ਜਿਹੜੇ ਨੌਜਵਾਨਾਂ ਨੂੰ ਵਿਦੇਸ਼ ਭੇਜਣ ਦੇ ਨਾਂ 'ਤੇ ਠੱਗੀ ਮਾਰਦੇ ਹਨ। ਸਰਕਾਰ ਨੇ ਇਨ੍ਹਾਂ ਵਿਰੁੱਧ ਸਖ਼ਤ ਕਾਰਵਾਈ ਸ਼ੁਰੂ ਕੀਤੀ ਹੈ। (6, 188, 166, 197)
editorial-paragraph: ਲੋੜ ਹੈ ਕਿ ਮਾਪੇ ਵੀ ਜਾਗਰੂਕ ਹੋਣ ਅਤੇ ਬੱਚਿਆਂ ਨੂੰ ਕਿਸੇ ਵੀ ਏਜੰਟ ਕੋਲ ਭੇਜਣ ਤੋਂ ਪਹਿਲਾਂ ਉਸ ਦੀ ਪੂਰੀ ਜਾਂਚ ਕਰਨ। (9, 162, 154, 167)
opinion-paragraph: ਜੇ ਮੰਦੀ ਆਉਂਦੀ ਹੈ ਤਾਂ ਰੁਜ਼ਗਾਰ ਦੇ ਮੌਕੇ ਘਟਣਗੇ ਅਤੇ ਆਮ ਲੋਕਾਂ ਦੀ ਆਮਦਨ ਪ੍ਰਭਾਵਿਤ ਹੋਵੇਗੀ। (504, 255, 586, 265)
feature-paragraph: ਬਾਅਦ ਵਿਚ ਉਹ ਲੋਕ ਸਭਾ ਦੇ ਮੈਂਬਰ ਵੀ ਚੁਣੇ ਗਏ ਅਤੇ ਕਿਸਾਨਾਂ ਦੇ ਹੱਕਾਂ ਲਈ ਲੜਦੇ ਰਹੇ। (394, 512, 498, 522)
feature-headline: ਮਹਾਨ ਕ੍ਰਾਂਤੀਕਾਰੀ ਤੇਜਾ ਸਿੰਘ ਸੁਤੰਤਰ (172, 394, 408, 414)
opinion-paragraph: ਜੇ ਮੰਦੀ ਆਉਂਦੀ ਹੈ ਤਾਂ ਰੁਜ਼ਗਾਰ ਦੇ ਮੌਕੇ ਘਟਣਗੇ ਅਤੇ ਆਮ ਲੋਕਾਂ ਦੀ ਆਮਦਨ ਪ੍ਰਭਾਵਿਤ ਹੋਵੇਗੀ। (172, 192, 280, 202)
social-box (506, 774, 586, 896)
feature-paragraph: ਬਾਅਦ ਵਿਚ ਉਹ ਲੋਕ ਸਭਾ ਦੇ ਮੈਂਬਰ ਵੀ ਚੁਣੇ ਗਏ ਅਤੇ ਕਿਸਾਨਾਂ ਦੇ ਹੱਕਾਂ ਲਈ ਲੜਦੇ ਰਹੇ। (394, 463, 498, 473)
kam-paragraph: ਅੱਜ ਦੇ ਸਮੇਂ ਵਿਚ ਕੰਮ ਦਾ ਦਬਾਅ ਬਹੁਤ ਵਧ ਗਿਆ ਹੈ। ਮੁਲਾਜ਼ਮ ਘੰਟਿਆਂ ਬੱਧੀ ਕੰਮ ਕਰਦੇ ਹਨ ਜਿਸ ਕਾਰਨ ਮਾਨਸਿਕ ਤਣਾਅ ਵਧਦਾ ਹੈ। (410, 795, 504, 805)
editorial-paragraph: ਪੰਜਾਬ 'ਚ ਕੁਝ ਅਜਿਹੇ ਸੈਂਟਰਾਂ ਦੀ ਪਛਾਣ ਕੀਤੀ ਗਈ ਹੈ ਜਿਹੜੇ ਨੌਜਵਾਨਾਂ ਨੂੰ ਵਿਦੇਸ਼ ਭੇਜਣ ਦੇ ਨਾਂ 'ਤੇ ਠੱਗੀ ਮਾਰਦੇ ਹਨ। ਸਰਕਾਰ ਨੇ ਇਨ੍ਹਾਂ ਵਿਰੁੱਧ ਸਖ਼ਤ ਕਾਰਵਾਈ ਸ਼ੁਰੂ ਕੀਤੀ ਹੈ। (6, 146, 166, 156)
cartoon-illustration (6, 761, 166, 901)
opinion-paragraph: ਕਈ ਅਰਥਸ਼ਾਸਤਰੀ ਮੰਨਦੇ ਹਨ ਕਿ ਵਿਸ਼ਵ ਪੱਧਰ 'ਤੇ ਮੰਗ ਘਟਣ ਨਾਲ ਉਤਪਾਦਨ ਉੱਤੇ ਅਸਰ ਪੈਂਦਾ ਹੈ। (172, 208, 280, 217)
opinion-paragraph: ਜੇ ਮੰਦੀ ਆਉਂਦੀ ਹੈ ਤਾਂ ਰੁਜ਼ਗਾਰ ਦੇ ਮੌਕੇ ਘਟਣਗੇ ਅਤੇ ਆਮ ਲੋਕਾਂ ਦੀ ਆਮਦਨ ਪ੍ਰਭਾਵਿਤ ਹੋਵੇਗੀ। (172, 242, 280, 252)
opinion-author-block (206, 110, 286, 140)
masthead (6, 4, 156, 56)
editorial-headline: ਸਯਾਮ ਸੈਂਟਰਾਂ 'ਤੇ ਸ਼ਿਕੰਜਾ (26, 66, 146, 81)
rana-byline: -ਅਮਰਜੀਤ ਕੁਮਾਰ, ਲੁਧਿਆਣਾ (461, 920, 504, 925)
feature-paragraph: ਉਨ੍ਹਾਂ ਦਾ ਦੇਹਾਂਤ 12 ਅਪ੍ਰੈਲ 1973 ਨੂੰ ਹੋਇਆ। ਪੰਜਾਬ ਹਮੇਸ਼ਾ ਉਨ੍ਹਾਂ ਨੂੰ ਯਾਦ ਰੱਖੇਗਾ। (394, 571, 498, 580)
editorial-email[interactable]: editorial@punjabi.jagran.com (519, 869, 573, 873)
tweet-handle[interactable]: @ਅਧਿਕਾਰੀ (529, 837, 548, 843)
birthday-label: ਜਾਗਰਣ ਜਨਮਦਿਨ (509, 903, 541, 908)
letter-paragraph: ਵਾਢੀ ਦੇ ਮੌਸਮ ਵਿਚ ਕਿਸਾਨਾਂ ਨੂੰ ਸਾਵਧਾਨੀ ਵਰਤਣੀ ਚਾਹੀਦੀ ਹੈ ਤਾਂ ਜੋ ਪੱਕੀ ਫ਼ਸਲ ਨੂੰ ਅੱਗ ਨਾ ਲੱਗੇ। (302, 859, 406, 869)
letters-section (172, 774, 300, 934)
rishta-byline: -ਮਨਪ੍ਰੀਤ ਕੌਰ 'ਸੰਧੂ' (556, 746, 586, 751)
nazariya-paragraph: ਸਾਨੂੰ ਮੋਬਾਈਲ ਦੀ ਵਰਤੋਂ ਸਿਰਫ਼ ਲੋੜ ਅਨੁਸਾਰ ਹੀ ਕਰਨੀ ਚਾਹੀਦੀ ਹੈ। (9, 464, 98, 469)
section-tag: ਅੱਜ ਦਾ ਵਿਚਾਰ (6, 41, 156, 51)
letter-paragraph: ਖਾਣ-ਪੀਣ ਦੀਆਂ ਵਸਤਾਂ ਵਿਚ ਮਿਲਾਵਟ ਬਹੁਤ ਵੱਡੀ ਸਮੱਸਿਆ ਹੈ। ਸਰਕਾਰ ਨੂੰ ਸਖ਼ਤ ਕਦਮ ਚੁੱਕਣੇ ਚਾਹੀਦੇ ਹਨ। (172, 866, 300, 875)
rana-paragraph: ਤਹੱਵੁਰ ਰਾਣਾ ਦੀ ਭਾਰਤ ਹਵਾਲਗੀ ਇਕ ਵੱਡੀ ਕੂਟਨੀਤਕ ਜਿੱਤ ਹੈ। ਮੁੰਬਈ ਹਮਲੇ ਦੇ ਪੀੜਤਾਂ ਨੂੰ ਇਨਸਾਫ਼ ਮਿਲਣ ਦੀ ਉਮੀਦ ਜਾਗੀ ਹੈ। (410, 883, 504, 893)
nazariya-paragraph: ਅੱਜ ਦੇ ਡਿਜੀਟਲ ਯੁੱਗ ਵਿਚ ਮੋਬਾਈਲ ਫੋਨ ਸਾਡੀ ਜ਼ਿੰਦਗੀ ਦਾ ਅਹਿਮ ਹਿੱਸਾ ਬਣ ਗਿਆ ਹੈ। (9, 453, 124, 458)
rishta-paragraph: ਇਕ ਪਿੰਡ ਵਿਚ ਇਕ ਬਜ਼ੁਰਗ ਰਹਿੰਦਾ ਸੀ ਜੋ ਹਰ ਕਿਸੇ ਦੀ ਮਦਦ ਕਰਦਾ ਸੀ। (504, 554, 586, 563)
editorial-paragraph: ਲੋੜ ਹੈ ਕਿ ਮਾਪੇ ਵੀ ਜਾਗਰੂਕ ਹੋਣ ਅਤੇ ਬੱਚਿਆਂ ਨੂੰ ਕਿਸੇ ਵੀ ਏਜੰਟ ਕੋਲ ਭੇਜਣ ਤੋਂ ਪਹਿਲਾਂ ਉਸ ਦੀ ਪੂਰੀ ਜਾਂਚ ਕਰਨ। (9, 120, 154, 125)
opinion-paragraph: ਸਰਕਾਰ ਨੂੰ ਸਮੇਂ ਸਿਰ ਨੀਤੀਆਂ ਬਣਾ ਕੇ ਅਰਥਚਾਰੇ ਨੂੰ ਸੰਭਾਲਣ ਦੀ ਲੋੜ ਹੈ। (175, 227, 270, 232)
column-divider (168, 392, 169, 932)
birthday-stat: 5 (581, 926, 584, 931)
editorial-paragraph: ਲੋੜ ਹੈ ਕਿ ਮਾਪੇ ਵੀ ਜਾਗਰੂਕ ਹੋਣ ਅਤੇ ਬੱਚਿਆਂ ਨੂੰ ਕਿਸੇ ਵੀ ਏਜੰਟ ਕੋਲ ਭੇਜਣ ਤੋਂ ਪਹਿਲਾਂ ਉਸ ਦੀ ਪੂਰੀ ਜਾਂਚ ਕਰਨ। (9, 203, 154, 208)
facebook-label: ਪੰਜਾਬੀ ਜਾਗਰਣ ਨੂੰ ਫੇਸਬੁੱਕ 'ਤੇ ਵੀ ਪੜ੍ਹੋ (518, 854, 574, 859)
cartoon-caption: ਮੇਰਾ ਇਹ ਪ੍ਰਜੈਕਟ ਸਫਲ ਰਿਹਾ ਤਾਂ 'ਕੌਰੋਨਾ' ਵਾਲੇ ਮਾਸਕ ਇਸ ਗਰਮੀ 'ਚ ਆਈਸ ਪੈਕ ਬਣ ਕੇ ਵਾਪਸਣਗੇ। (7, 905, 165, 916)
rishta-paragraph: ਜ਼ਿੰਦਗੀ ਵਿਚ ਮਨੁੱਖ ਜੋ ਵੀ ਕਰਦਾ ਹੈ ਉਸ ਦਾ ਫਲ ਉਸ ਨੂੰ ਇਥੇ ਹੀ ਮਿਲਦਾ ਹੈ। (520, 448, 586, 457)
nazariya-paragraph: ਬੱਚੇ ਅਤੇ ਨੌਜਵਾਨ ਘੰਟਿਆਂ ਬੱਧੀ ਸਕਰੀਨ ਅੱਗੇ ਬੈਠੇ ਰਹਿੰਦੇ ਹਨ ਜਿਸ ਨਾਲ ਸਿਹਤ ਉੱਤੇ ਮਾੜਾ ਅਸਰ ਪੈਂਦਾ ਹੈ। (9, 442, 148, 447)
feature-paragraph: ਉਨ੍ਹਾਂ ਨੇ ਗੁਰਦੁਆਰਾ ਸੁਧਾਰ ਲਹਿਰ ਵਿਚ ਵੱਧ-ਚੜ੍ਹ ਕੇ ਹਿੱਸਾ ਲਿਆ ਅਤੇ ਕਈ ਵਾਰ ਜੇਲ੍ਹ ਗਏ। (283, 671, 390, 680)
nazariya-paragraph: ਬੱਚੇ ਅਤੇ ਨੌਜਵਾਨ ਘੰਟਿਆਂ ਬੱਧੀ ਸਕਰੀਨ ਅੱਗੇ ਬੈਠੇ ਰਹਿੰਦੇ ਹਨ ਜਿਸ ਨਾਲ ਸਿਹਤ ਉੱਤੇ ਮਾੜਾ ਅਸਰ ਪੈਂਦਾ ਹੈ। (9, 426, 148, 431)
feature-body-col3 (172, 632, 390, 760)
feature-paragraph: ਉਨ੍ਹਾਂ ਦਾ ਦੇਹਾਂਤ 12 ਅਪ੍ਰੈਲ 1973 ਨੂੰ ਹੋਇਆ। ਪੰਜਾਬ ਹਮੇਸ਼ਾ ਉਨ੍ਹਾਂ ਨੂੰ ਯਾਦ ਰੱਖੇਗਾ। (172, 483, 282, 492)
feature-author-caption: ਸਰਬਜੀਤ ਕੌਰ ਸੰਗਰੂਰ (288, 488, 318, 492)
footer-line-2: ਫ਼ੋਨ: 0181-4712800 | ਈਮੇਲ: editorial@punjabi.jagran.com | RNI No. PUNPUN/2017/75044 | ਖ਼ਬਰਾਂ ਦੀ ਚੋਣ ਲਈ PRB ਐਕਟ ਤਹਿਤ ਜ਼ਿੰਮੇਵਾਰ (184, 949, 408, 953)
feature-paragraph: ਉਹ ਗ਼ਦਰ ਪਾਰਟੀ ਨਾਲ ਜੁੜੇ ਅਤੇ ਆਜ਼ਾਦੀ ਦੀ ਲੜਾਈ ਵਿਚ ਅਹਿਮ ਭੂਮਿਕਾ ਨਿਭਾਈ। (172, 463, 282, 473)
opinion-paragraph: ਜੇ ਮੰਦੀ ਆਉਂਦੀ ਹੈ ਤਾਂ ਰੁਜ਼ਗਾਰ ਦੇ ਮੌਕੇ ਘਟਣਗੇ ਅਤੇ ਆਮ ਲੋਕਾਂ ਦੀ ਆਮਦਨ ਪ੍ਰਭਾਵਿਤ ਹੋਵੇਗੀ। (392, 236, 500, 245)
rishta-paragraph: ਜ਼ਿੰਦਗੀ ਵਿਚ ਮਨੁੱਖ ਜੋ ਵੀ ਕਰਦਾ ਹੈ ਉਸ ਦਾ ਫਲ ਉਸ ਨੂੰ ਇਥੇ ਹੀ ਮਿਲਦਾ ਹੈ। (504, 515, 586, 524)
opinion-author-desc: ਲੇਖਕ ਸੀ ਇੰਦਿਰਾ ਨੰਦੀ ਸਕਾਟ ਵਿਭਾਗ ਵਿਚ ਕਈ ਸਾਲ ਪ੍ਰੋਫੈਸਰ ਰਹੇ ਹਨ (210, 117, 282, 125)
feature-paragraph: ਬਾਅਦ ਵਿਚ ਉਹ ਲੋਕ ਸਭਾ ਦੇ ਮੈਂਬਰ ਵੀ ਚੁਣੇ ਗਏ ਅਤੇ ਕਿਸਾਨਾਂ ਦੇ ਹੱਕਾਂ ਲਈ ਲੜਦੇ ਰਹੇ। (394, 561, 498, 571)
letter-body-3 (302, 774, 406, 836)
